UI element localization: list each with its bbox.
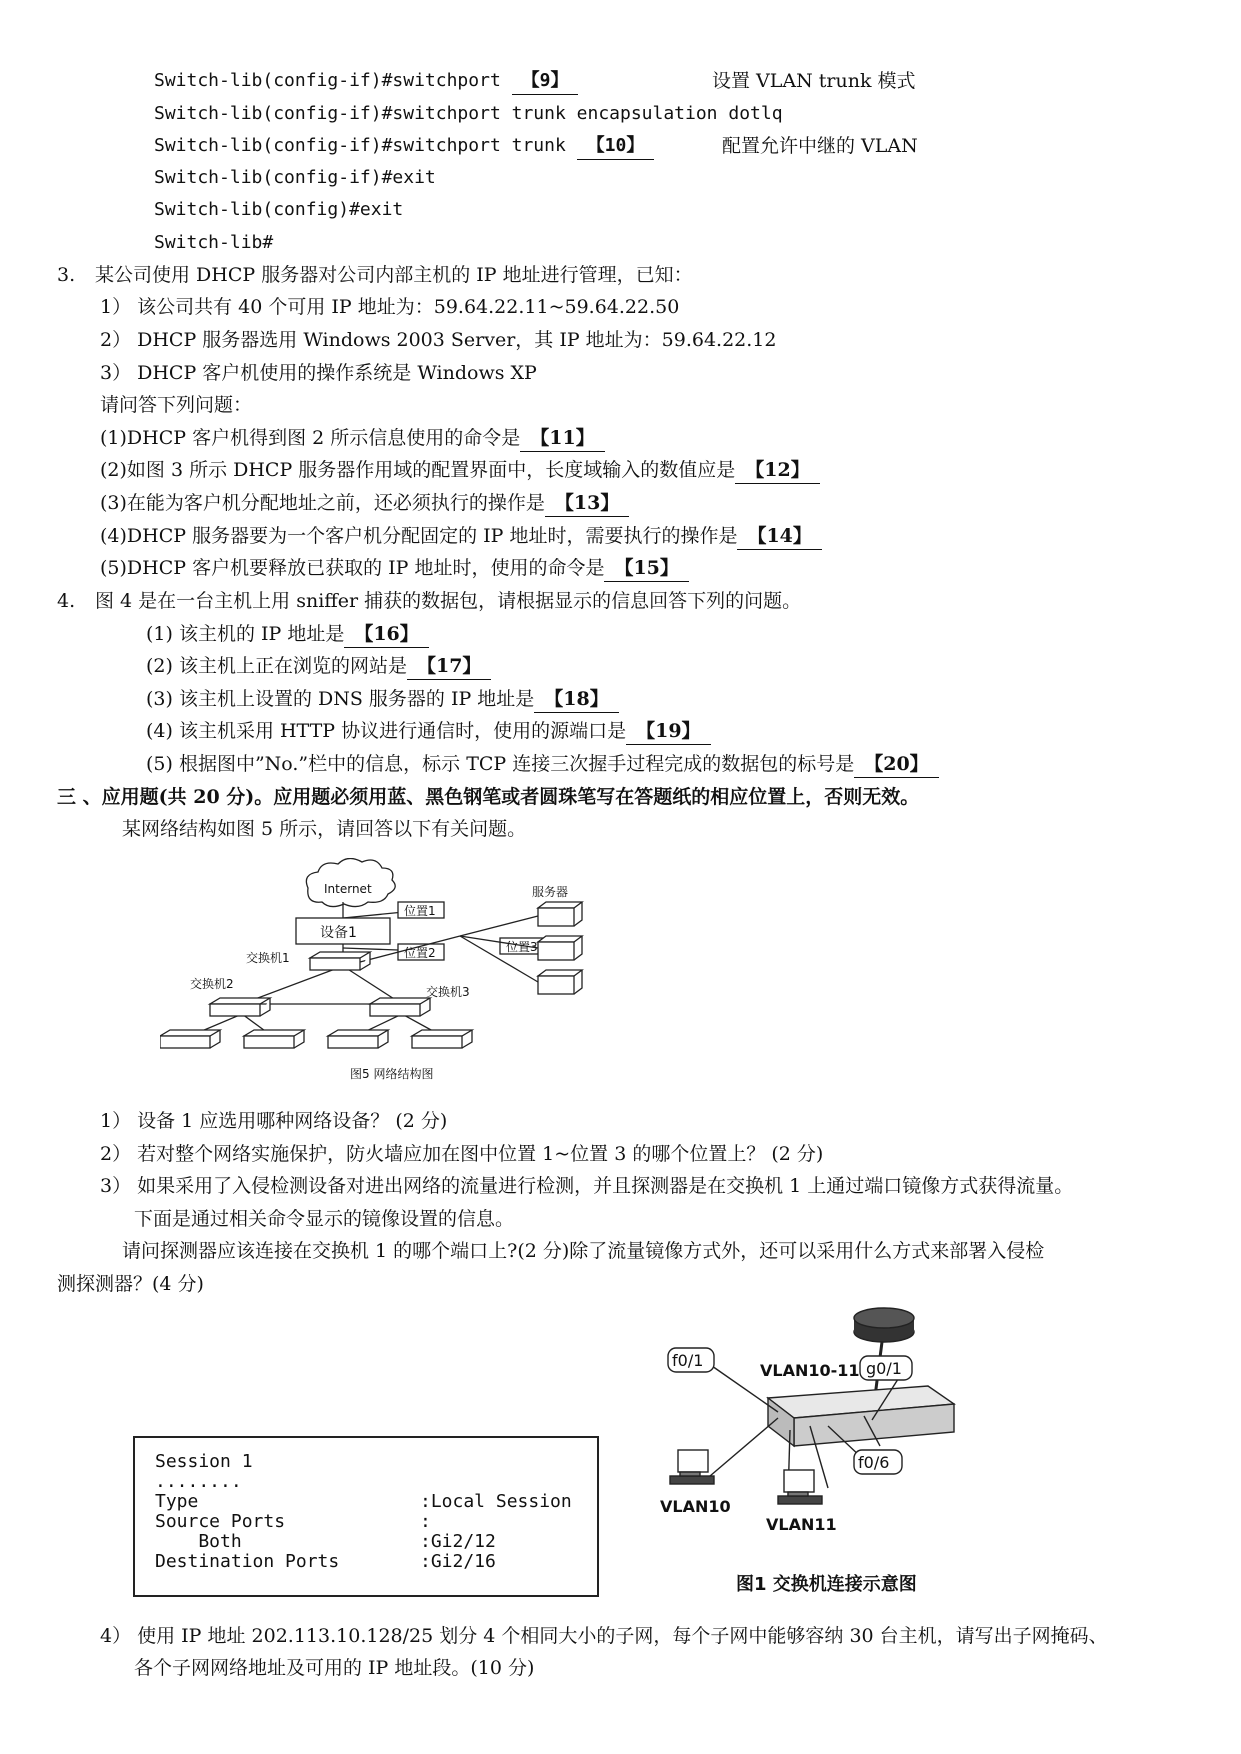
q3-text: 某公司使用 DHCP 服务器对公司内部主机的 IP 地址进行管理，已知： xyxy=(95,264,693,286)
vlan-trunk-label: VLAN10-11 xyxy=(760,1361,860,1380)
q4-item-3: (3) 该主机上设置的 DNS 服务器的 IP 地址是 【18】 xyxy=(146,686,619,713)
answer-blank-18: 【18】 xyxy=(534,686,618,713)
q3-item-2: (2)如图 3 所示 DHCP 服务器作用域的配置界面中，长度域输入的数值应是 【12】 xyxy=(100,457,820,484)
answer-blank-12: 【12】 xyxy=(735,457,819,484)
session-row: Session 1 xyxy=(155,1451,253,1472)
session-row: Both :Gi2/12 xyxy=(155,1531,496,1552)
switch-3-label: 交换机3 xyxy=(426,985,470,999)
q3-fact-3: 3） DHCP 客户机使用的操作系统是 Windows XP xyxy=(100,362,537,384)
app-question-2: 2） 若对整个网络实施保护，防火墙应加在图中位置 1~位置 3 的哪个位置上？ (2 分) xyxy=(100,1143,824,1165)
section3-heading: 三 、应用题(共 20 分)。应用题必须用蓝、黑色钢笔或者圆珠笔写在答题纸的相应位置上，否则无效。 xyxy=(57,786,920,808)
internet-label: Internet xyxy=(324,882,372,896)
vlan10-label: VLAN10 xyxy=(660,1497,731,1516)
app-question-3-cont: 下面是通过相关命令显示的镜像设置的信息。 xyxy=(134,1208,515,1230)
app-question-3-ask-cont: 测探测器？(4 分) xyxy=(57,1273,204,1295)
app-question-3: 3） 如果采用了入侵检测设备对进出网络的流量进行检测，并且探测器是在交换机 1 上通过端口镜像方式获得流量。 xyxy=(100,1175,1074,1197)
q3-fact-1: 1） 该公司共有 40 个可用 IP 地址为：59.64.22.11~59.64.22.50 xyxy=(100,296,680,318)
switch-1-icon xyxy=(310,952,370,970)
q4-item-4: (4) 该主机采用 HTTP 协议进行通信时，使用的源端口是 【19】 xyxy=(146,718,711,745)
answer-blank-19: 【19】 xyxy=(626,718,710,745)
q3-fact-2: 2） DHCP 服务器选用 Windows 2003 Server，其 IP 地址为：59.64.22.12 xyxy=(100,329,777,351)
network-structure-figure xyxy=(160,858,680,1088)
cmd-note-1: 设置 VLAN trunk 模式 xyxy=(712,70,916,92)
section3-intro: 某网络结构如图 5 所示，请回答以下有关问题。 xyxy=(122,818,527,840)
app-question-1: 1） 设备 1 应选用哪种网络设备？ (2 分) xyxy=(100,1110,448,1132)
q3-item-5: (5)DHCP 客户机要释放已获取的 IP 地址时，使用的命令是 【15】 xyxy=(100,555,689,582)
switch-chassis-icon xyxy=(768,1386,954,1446)
answer-blank-13: 【13】 xyxy=(545,490,629,517)
final-question-cont: 各个子网网络地址及可用的 IP 地址段。(10 分) xyxy=(134,1657,535,1679)
session-row: Destination Ports :Gi2/16 xyxy=(155,1551,496,1572)
session-row: Source Ports : xyxy=(155,1511,431,1532)
cmd-line-3: Switch-lib(config-if)#switchport trunk 【10】 xyxy=(154,133,654,160)
answer-blank-11: 【11】 xyxy=(520,425,604,452)
position-2-label: 位置2 xyxy=(404,946,436,960)
cmd-line-2: Switch-lib(config-if)#switchport trunk encapsulation dotlq xyxy=(154,103,783,124)
q3-number: 3. xyxy=(57,264,76,286)
port-g01-label: g0/1 xyxy=(866,1359,902,1378)
access-switch-icon xyxy=(412,1030,472,1048)
session-output-box xyxy=(133,1436,599,1597)
answer-blank-10: 【10】 xyxy=(577,133,655,160)
q4-item-1: (1) 该主机的 IP 地址是 【16】 xyxy=(146,621,429,648)
port-f06-label: f0/6 xyxy=(858,1453,890,1472)
switch-connection-figure xyxy=(650,1300,990,1600)
position-1-label: 位置1 xyxy=(404,904,436,918)
session-row: Type :Local Session xyxy=(155,1491,572,1512)
device-1-label: 设备1 xyxy=(320,925,357,941)
cmd-note-3: 配置允许中继的 VLAN xyxy=(722,135,918,157)
pc-vlan11-icon xyxy=(778,1470,822,1504)
q3-ask: 请问答下列问题： xyxy=(100,394,253,416)
switch-2-label: 交换机2 xyxy=(190,977,234,991)
figure-5-caption: 图5 网络结构图 xyxy=(350,1067,434,1081)
q4-text: 图 4 是在一台主机上用 sniffer 捕获的数据包，请根据显示的信息回答下列的问题。 xyxy=(95,590,802,612)
cmd-line-4: Switch-lib(config-if)#exit xyxy=(154,167,436,188)
app-question-3-ask: 请问探测器应该连接在交换机 1 的哪个端口上?(2 分)除了流量镜像方式外，还可以采用什么方式来部署入侵检 xyxy=(122,1240,1045,1262)
q4-number: 4. xyxy=(57,590,76,612)
answer-blank-15: 【15】 xyxy=(604,555,688,582)
server-icon xyxy=(538,902,582,926)
q4-item-2: (2) 该主机上正在浏览的网站是 【17】 xyxy=(146,653,491,680)
answer-blank-20: 【20】 xyxy=(854,751,938,778)
switch-2-icon xyxy=(210,998,270,1016)
cmd-line-5: Switch-lib(config)#exit xyxy=(154,199,404,220)
server-icon xyxy=(538,936,582,960)
access-switch-icon xyxy=(244,1030,304,1048)
session-row: ........ xyxy=(155,1471,242,1492)
answer-blank-9: 【9】 xyxy=(512,68,579,95)
answer-blank-17: 【17】 xyxy=(407,653,491,680)
router-icon xyxy=(854,1308,914,1342)
q3-item-1: (1)DHCP 客户机得到图 2 所示信息使用的命令是 【11】 xyxy=(100,425,605,452)
switch-1-label: 交换机1 xyxy=(246,951,290,965)
access-switch-icon xyxy=(328,1030,388,1048)
server-icon xyxy=(538,970,582,994)
answer-blank-16: 【16】 xyxy=(344,621,428,648)
q4-item-5: (5) 根据图中”No.”栏中的信息，标示 TCP 连接三次握手过程完成的数据包的标号是 【20】 xyxy=(146,751,939,778)
pc-vlan10-icon xyxy=(670,1450,714,1484)
switch-3-icon xyxy=(370,998,430,1016)
cmd-line-6: Switch-lib# xyxy=(154,232,274,253)
access-switch-icon xyxy=(160,1030,220,1048)
q3-item-3: (3)在能为客户机分配地址之前，还必须执行的操作是 【13】 xyxy=(100,490,629,517)
port-f01-label: f0/1 xyxy=(672,1351,704,1370)
position-3-label: 位置3 xyxy=(506,940,538,954)
cmd-line-1: Switch-lib(config-if)#switchport 【9】 xyxy=(154,68,578,95)
answer-blank-14: 【14】 xyxy=(737,523,821,550)
vlan11-label: VLAN11 xyxy=(766,1515,837,1534)
final-question: 4） 使用 IP 地址 202.113.10.128/25 划分 4 个相同大小的子网，每个子网中能够容纳 30 台主机，请写出子网掩码、 xyxy=(100,1625,1108,1647)
q3-item-4: (4)DHCP 服务器要为一个客户机分配固定的 IP 地址时，需要执行的操作是 【14】 xyxy=(100,523,822,550)
servers-label: 服务器 xyxy=(532,885,569,899)
figure-1-caption: 图1 交换机连接示意图 xyxy=(736,1574,917,1595)
